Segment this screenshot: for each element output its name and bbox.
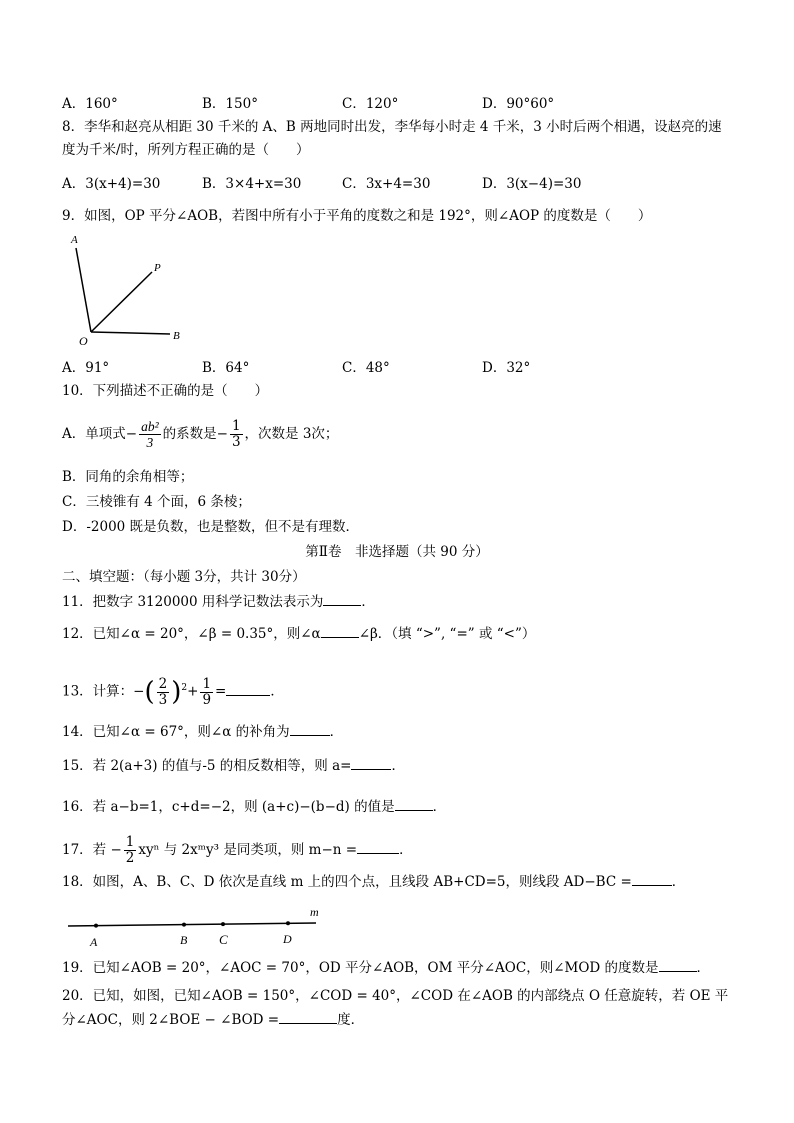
ray-ob (91, 332, 170, 334)
point-c (221, 922, 225, 926)
q9-text: 9．如图，OP 平分∠AOB，若图中所有小于平角的度数之和是 192°，则∠AOP 的度数是（ ） (62, 208, 652, 224)
part2-title: 第Ⅱ卷 非选择题（共 90 分） (305, 544, 489, 560)
q11-answer-blank[interactable] (323, 593, 361, 606)
q8-text-line2: 度为千米/时，所列方程正确的是（ ） (62, 142, 310, 158)
q10-text: 10．下列描述不正确的是（ ） (62, 383, 269, 399)
q18-text: 18．如图，A、B、C、D 依次是直线 m 上的四个点，且线段 AB+CD=5，则线段 AD−BC = (62, 874, 632, 890)
label-o: O (79, 334, 88, 348)
q7-option-a: A．160° (62, 96, 118, 112)
q13: 13．计算：−( $\frac{2}{3}$ )$^2$+ $\frac{1}{9}$ = ． (62, 675, 284, 708)
q18-line-figure (66, 904, 330, 952)
q15-answer-blank[interactable] (351, 757, 391, 770)
q15: 15．若 2(a+3) 的值与-5 的相反数相等，则 a= ． (62, 758, 405, 774)
q20-answer-blank[interactable] (279, 1011, 337, 1024)
q9-option-a: A．91° (62, 360, 110, 376)
q8-option-b: B．3×4+x=30 (202, 176, 302, 192)
ray-oa (76, 248, 91, 332)
coef-numerator: 1 (231, 418, 241, 434)
q10-a-suffix: ，次数是 3次； (244, 426, 339, 442)
q11-text: 11．把数字 3120000 用科学记数法表示为 (62, 594, 324, 610)
q20-text: 分∠AOC，则 2∠BOE − ∠BOD = (62, 1012, 280, 1028)
q18: 18．如图，A、B、C、D 依次是直线 m 上的四个点，且线段 AB+CD=5，则线段 AD−BC = ． (62, 874, 686, 890)
q8-option-d: D．3(x−4)=30 (482, 176, 582, 192)
q8-option-c: C．3x+4=30 (342, 176, 431, 192)
q10-option-a: A．单项式− $\frac{\text{ab²}}{3}$ 的系数是− $\frac{1}{3}$ ，次数是 3次； (62, 418, 339, 450)
label-b: B (173, 330, 180, 342)
monomial-numerator: ab² (141, 419, 159, 434)
q10-a-mid: 的系数是 (162, 426, 217, 442)
q19-text: 19．已知∠AOB = 20°，∠AOC = 70°，OD 平分∠AOB，OM 平分∠AOC，则∠MOD 的度数是 (62, 960, 659, 976)
q14-text: 14．已知∠α = 67°，则∠α 的补角为 (62, 724, 290, 740)
coef-denominator: 3 (231, 434, 241, 450)
q9-option-c: C．48° (342, 360, 390, 376)
label-b: B (180, 933, 188, 947)
q10-option-d: D．-2000 既是负数，也是整数，但不是有理数． (62, 519, 360, 535)
q20-line1: 20．已知，如图，已知∠AOB = 150°，∠COD = 40°，∠COD 在∠AOB 的内部绕点 O 任意旋转，若 OE 平 (62, 988, 729, 1004)
q10-option-b: B．同角的余角相等； (62, 469, 194, 485)
label-p: P (154, 262, 161, 274)
q15-text: 15．若 2(a+3) 的值与-5 的相反数相等，则 a= (62, 758, 352, 774)
q12-text: 12．已知∠α = 20°，∠β = 0.35°，则∠α (62, 626, 321, 642)
q17: 17．若 − $\frac{1}{2}$ xyⁿ 与 2xᵐy³ 是同类项，则 m−n = ． (62, 834, 413, 866)
monomial-denominator: 3 (146, 435, 154, 450)
q9-option-d: D．32° (482, 360, 531, 376)
q17-text: 17．若 − (62, 842, 122, 858)
label-c: C (219, 932, 228, 947)
q7-option-d: D．90°60° (482, 96, 555, 112)
q13-answer-blank[interactable] (226, 683, 270, 696)
point-b (182, 923, 186, 927)
q7-option-c: C．120° (342, 96, 399, 112)
q10-a-prefix: A．单项式 (62, 426, 126, 442)
point-d (286, 921, 290, 925)
line-m (68, 923, 316, 926)
q18-answer-blank[interactable] (632, 873, 672, 886)
q9-option-b: B．64° (202, 360, 250, 376)
q11: 11．把数字 3120000 用科学记数法表示为 ． (62, 594, 375, 610)
q20-line2: 分∠AOC，则 2∠BOE − ∠BOD = 度． (62, 1012, 365, 1028)
label-d: D (283, 932, 292, 946)
q16-text: 16．若 a−b=1，c+d=−2，则 (a+c)−(b−d) 的值是 (62, 799, 395, 815)
q9-angle-figure (66, 230, 196, 348)
q19: 19．已知∠AOB = 20°，∠AOC = 70°，OD 平分∠AOB，OM 平分∠AOC，则∠MOD 的度数是 ． (62, 960, 711, 976)
q19-answer-blank[interactable] (659, 959, 697, 972)
q13-text: 13．计算：− (62, 683, 145, 700)
q14-answer-blank[interactable] (290, 723, 330, 736)
label-a: A (90, 935, 98, 949)
q8-option-a: A．3(x+4)=30 (62, 176, 161, 192)
q7-option-b: B．150° (202, 96, 258, 112)
q14: 14．已知∠α = 67°，则∠α 的补角为 ． (62, 724, 344, 740)
q16: 16．若 a−b=1，c+d=−2，则 (a+c)−(b−d) 的值是 ． (62, 799, 447, 815)
q17-answer-blank[interactable] (357, 841, 399, 854)
q16-answer-blank[interactable] (395, 798, 433, 811)
section2-title: 二、填空题：（每小题 3分，共计 30分） (62, 569, 306, 585)
q12-answer-blank[interactable] (321, 625, 359, 638)
label-m: m (310, 905, 319, 919)
point-a (94, 924, 98, 928)
q8-text-line1: 8．李华和赵亮从相距 30 千米的 A、B 两地同时出发，李华每小时走 4 千米，3 小时后两个相遇，设赵亮的速 (62, 119, 722, 135)
ray-op (91, 272, 152, 332)
q12: 12．已知∠α = 20°，∠β = 0.35°，则∠α ∠β．（填 “>”, “=” 或 “<”） (62, 626, 536, 642)
label-a: A (71, 234, 78, 246)
q10-option-c: C．三棱锥有 4 个面，6 条棱； (62, 494, 251, 510)
